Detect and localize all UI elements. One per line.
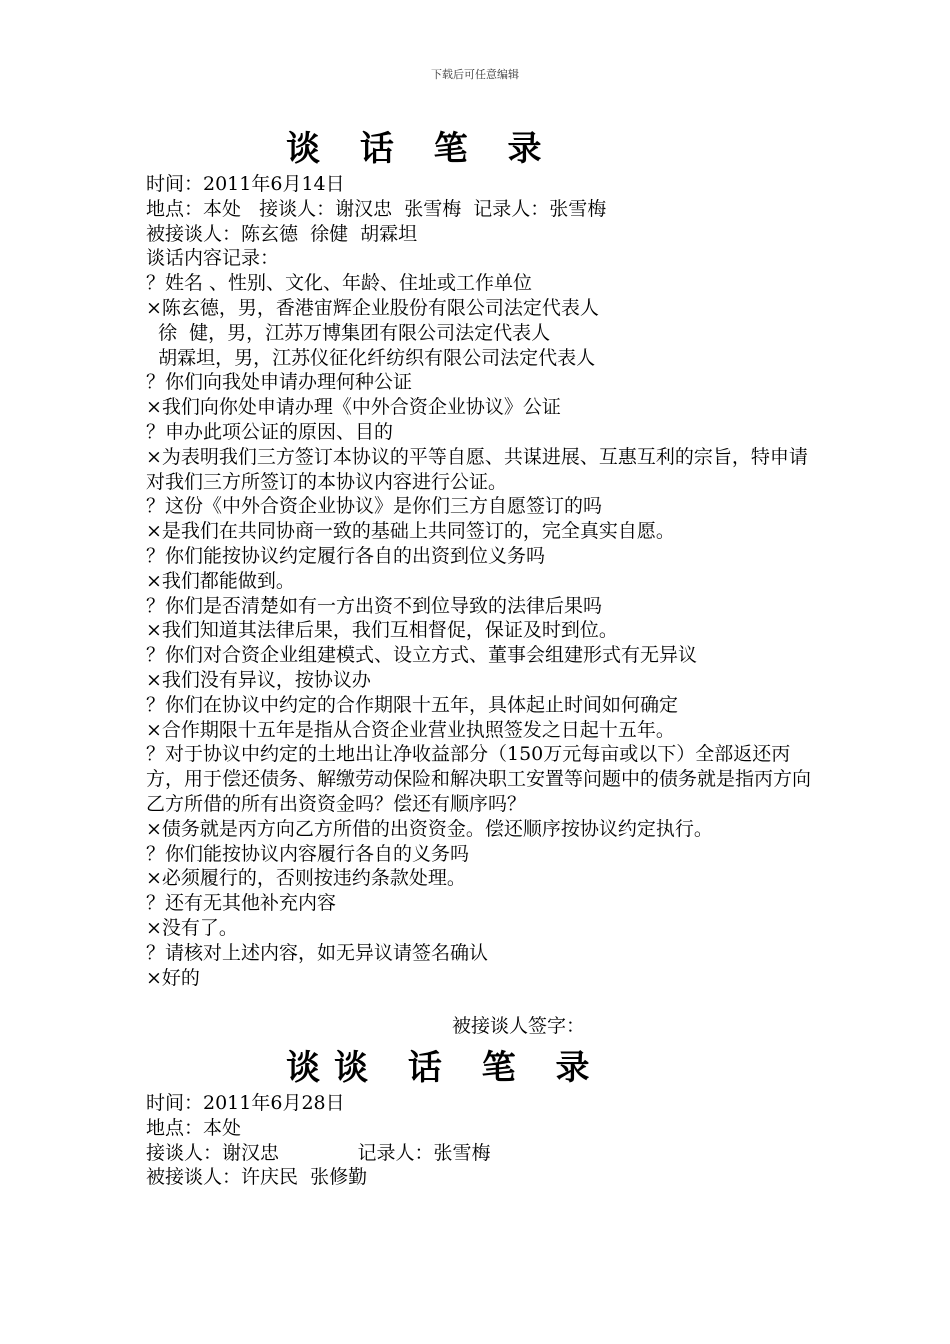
- header-note: 下载后可任意编辑: [431, 68, 519, 81]
- qa-line: ×为表明我们三方签订本协议的平等自愿、共谋进展、互惠互利的宗旨，特申请对我们三方所签订的本协议内容进行公证。: [146, 445, 808, 493]
- qa-line: ？你们对合资企业组建模式、设立方式、董事会组建形式有无异议: [146, 644, 698, 667]
- record2-time: 时间：2011年6月28日: [146, 1092, 345, 1115]
- qa-line: ？你们在协议中约定的合作期限十五年，具体起止时间如何确定: [146, 693, 679, 716]
- record-interviewees: 被接谈人：陈玄德 徐健 胡霖坦: [146, 222, 418, 245]
- qa-line: ×债务就是丙方向乙方所借的出资资金。偿还顺序按协议约定执行。: [146, 817, 713, 840]
- qa-line: ？你们能按协议约定履行各自的出资到位义务吗: [146, 544, 546, 567]
- qa-line: ？你们向我处申请办理何种公证: [146, 371, 413, 394]
- content-label: 谈话内容记录：: [146, 247, 280, 270]
- qa-line: ？你们是否清楚如有一方出资不到位导致的法律后果吗: [146, 594, 603, 617]
- qa-line: ？还有无其他补充内容: [146, 892, 337, 915]
- record-title: 谈 话 笔 录: [286, 129, 556, 169]
- qa-line: 胡霖坦，男，江苏仪征化纤纺织有限公司法定代表人: [146, 346, 596, 369]
- record2-interviewer: 接谈人：谢汉忠 记录人：张雪梅: [146, 1141, 491, 1164]
- qa-line: 徐 健，男，江苏万博集团有限公司法定代表人: [146, 321, 551, 344]
- qa-line: ？请核对上述内容，如无异议请签名确认: [146, 941, 489, 964]
- qa-line: ×我们知道其法律后果，我们互相督促，保证及时到位。: [146, 619, 618, 642]
- record2-place: 地点：本处: [146, 1116, 242, 1139]
- qa-line: ？这份《中外合资企业协议》是你们三方自愿签订的吗: [146, 495, 603, 518]
- record2-interviewees: 被接谈人：许庆民 张修勤: [146, 1166, 368, 1189]
- record-time: 时间：2011年6月14日: [146, 173, 345, 195]
- qa-line: ？对于协议中约定的土地出让净收益部分（150万元每亩或以下）全部返还丙方，用于偿还债务、解缴劳动保险和解决职工安置等问题中的债务就是指丙方向乙方所借的所有出资资金吗？偿还有顺序吗？: [146, 743, 812, 815]
- qa-line: ×必须履行的，否则按违约条款处理。: [146, 867, 466, 890]
- qa-line: ×没有了。: [146, 916, 238, 939]
- record-place: 地点：本处 接谈人：谢汉忠 张雪梅 记录人：张雪梅: [146, 197, 607, 220]
- signature-label: 被接谈人签字：: [452, 1015, 586, 1038]
- qa-line: ×我们没有异议，按协议办: [146, 668, 371, 691]
- record-title-2: 谈谈 话 笔 录: [286, 1048, 604, 1089]
- qa-line: ×好的: [146, 966, 200, 989]
- qa-line: ？申办此项公证的原因、目的: [146, 420, 394, 443]
- qa-line: ×是我们在共同协商一致的基础上共同签订的，完全真实自愿。: [146, 520, 675, 543]
- document-body: [146, 126, 814, 1190]
- qa-line: ×合作期限十五年是指从合资企业营业执照签发之日起十五年。: [146, 718, 675, 741]
- qa-line: ×我们向你处申请办理《中外合资企业协议》公证: [146, 396, 561, 419]
- qa-line: ×陈玄德，男，香港宙辉企业股份有限公司法定代表人: [146, 296, 599, 319]
- qa-line: ？姓名 、性别、文化、年龄、住址或工作单位: [146, 272, 533, 295]
- qa-line: ？你们能按协议内容履行各自的义务吗: [146, 842, 470, 865]
- qa-line: ×我们都能做到。: [146, 569, 295, 592]
